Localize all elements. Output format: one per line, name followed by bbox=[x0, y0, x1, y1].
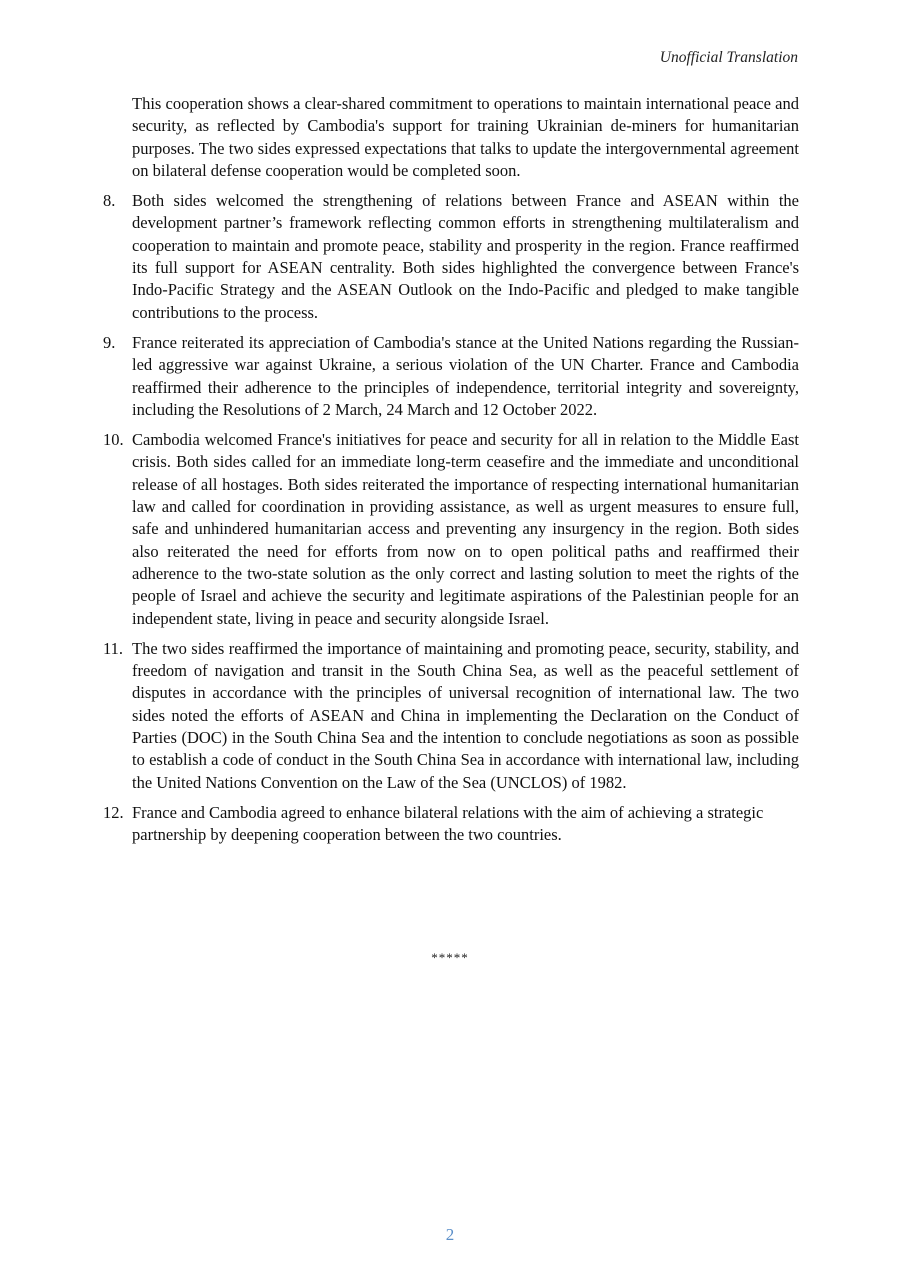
list-item-text: Cambodia welcomed France's initiatives for peace and security for all in relation to the Middle East crisis. Both sides called for an immediate long-term ceasefire and the immediate and unconditional release of all hostages. Both sides reiterated the importance of respecting international humanitarian law and called for coordination in providing assistance, as well as urgent measures to ensure full, safe and unhindered humanitarian access and preventing any insurgency in the region. Both sides also reiterated the need for efforts from now on to open political paths and reaffirmed their adherence to the two-state solution as the only correct and lasting solution to meet the rights of the people of Israel and achieve the security and legitimate aspirations of the Palestinian people for an independent state, living in peace and security alongside Israel. bbox=[132, 430, 799, 628]
list-number: 9. bbox=[103, 332, 116, 352]
list-item-10 bbox=[103, 429, 799, 630]
list-item-9 bbox=[103, 332, 799, 421]
page-number: 2 bbox=[445, 1225, 455, 1244]
intro-paragraph: This cooperation shows a clear-shared commitment to operations to maintain international peace and security, as reflected by Cambodia's support for training Ukrainian de-miners for humanitarian purposes. The two sides expressed expectations that talks to update the intergovernmental agreement on bilateral defense cooperation would be completed soon. bbox=[132, 94, 799, 180]
list-item-12 bbox=[103, 802, 799, 847]
list-item-text: The two sides reaffirmed the importance of maintaining and promoting peace, security, stability, and freedom of navigation and transit in the South China Sea, as well as the peaceful settlement of disputes in accordance with the principles of universal recognition of international law. The two sides noted the efforts of ASEAN and China in implementing the Declaration on the Conduct of Parties (DOC) in the South China Sea and the intention to conclude negotiations as soon as possible to establish a code of conduct in the South China Sea in accordance with international law, including the United Nations Convention on the Law of the Sea (UNCLOS) of 1982. bbox=[132, 638, 799, 792]
document-body bbox=[0, 93, 900, 847]
unofficial-translation-note: Unofficial Translation bbox=[659, 49, 798, 66]
list-item-8 bbox=[103, 190, 799, 324]
list-number: 10. bbox=[103, 430, 124, 450]
list-number: 12. bbox=[103, 802, 124, 822]
section-separator: ***** bbox=[431, 950, 469, 965]
list-item-text: France and Cambodia agreed to enhance bilateral relations with the aim of achieving a strategic partnership by deepening cooperation between the two countries. bbox=[132, 802, 764, 845]
list-number: 8. bbox=[103, 191, 116, 211]
list-item-11 bbox=[103, 638, 799, 794]
list-item-text: France reiterated its appreciation of Cambodia's stance at the United Nations regarding the Russian-led aggressive war against Ukraine, a serious violation of the UN Charter. France and Cambodia reaffirmed their adherence to the principles of independence, territorial integrity and sovereignty, including the Resolutions of 2 March, 24 March and 12 October 2022. bbox=[132, 332, 799, 419]
list-item-text: Both sides welcomed the strengthening of relations between France and ASEAN within the development partner’s framework reflecting common efforts in strengthening multilateralism and cooperation to maintain and promote peace, stability and prosperity in the region. France reaffirmed its full support for ASEAN centrality. Both sides highlighted the convergence between France's Indo-Pacific Strategy and the ASEAN Outlook on the Indo-Pacific and pledged to make tangible contributions to the process. bbox=[132, 191, 799, 322]
list-number: 11. bbox=[103, 638, 124, 658]
